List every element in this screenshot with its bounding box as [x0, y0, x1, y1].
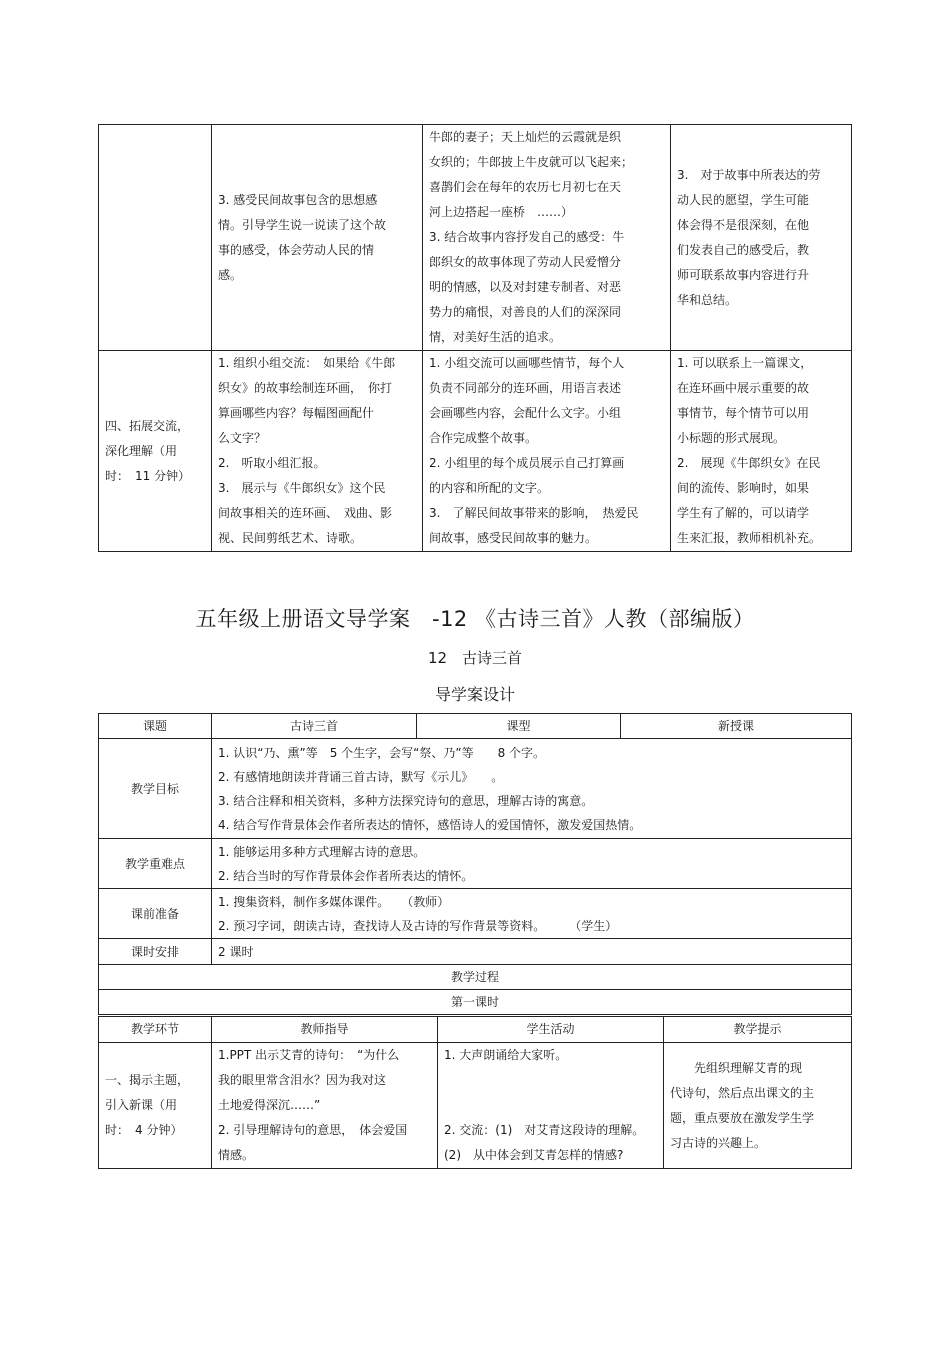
preparation-label-cell: 课前准备 — [99, 889, 212, 939]
schedule-value-cell: 2 课时 — [212, 939, 852, 965]
text-line: 小标题的形式展现。 — [677, 431, 786, 445]
text-line: 情感。 — [218, 1148, 255, 1162]
text-line: 郎织女的故事体现了劳动人民爱憎分 — [429, 255, 622, 269]
text-line: 视、民间剪纸艺术、诗歌。 — [218, 531, 363, 545]
text-line: 们发表自己的感受后，教 — [677, 242, 810, 257]
text-line: 合作完成整个故事。 — [429, 431, 538, 445]
teaching-tip-cell — [671, 351, 852, 552]
text-line: 时： 4 分钟） — [105, 1123, 183, 1137]
text-line: 1. 认识“乃、熏”等 5 个生字，会写“祭、乃”等 8 个字。 — [218, 745, 546, 760]
text-line: 2. 听取小组汇报。 — [218, 456, 326, 470]
lesson-subtitle: 12 古诗三首 — [427, 649, 523, 667]
text-line: 1. 搜集资料，制作多媒体课件。 （教师） — [218, 894, 450, 909]
text-line: 学生有了解的，可以请学 — [677, 506, 810, 520]
text-line: 会画哪些内容，会配什么文字。小组 — [429, 406, 622, 420]
text-line: 我的眼里常含泪水？因为我对这 — [218, 1073, 387, 1087]
text-line: 代诗句，然后点出课文的主 — [670, 1085, 815, 1100]
text-line: 负责不同部分的连环画，用语言表述 — [429, 381, 622, 395]
text-line: 1. 小组交流可以画哪些情节，每个人 — [429, 356, 625, 370]
lesson-plan-table — [98, 713, 852, 1015]
text-line: 么文字？ — [218, 431, 267, 445]
table-row — [99, 889, 852, 939]
topic-value-cell: 古诗三首 — [212, 714, 417, 739]
text-line: 3. 了解民间故事带来的影响， 热爱民 — [429, 506, 639, 520]
text-line: 四、拓展交流， — [105, 418, 190, 433]
text-line: 间的流传、影响时，如果 — [677, 481, 810, 495]
text-line: 生来汇报，教师相机补充。 — [677, 531, 822, 545]
column-header: 教学环节 — [99, 1017, 212, 1043]
goals-label-cell: 教学目标 — [99, 739, 212, 839]
text-line: 女织的；牛郎披上牛皮就可以飞起来； — [429, 155, 634, 169]
text-line: 1. 组织小组交流： 如果给《牛郎 — [218, 356, 396, 370]
text-line: 牛郎的妻子；天上灿烂的云霞就是织 — [429, 130, 622, 144]
text-line: 一、揭示主题， — [105, 1073, 190, 1087]
student-activity-cell — [438, 1043, 664, 1169]
goals-cell — [212, 739, 852, 839]
text-line: 在连环画中展示重要的故 — [677, 381, 810, 395]
type-value-cell: 新授课 — [621, 714, 852, 739]
period-heading-cell: 第一课时 — [99, 990, 852, 1015]
text-line: 3. 结合故事内容抒发自己的感受：牛 — [429, 230, 625, 244]
table-row — [99, 939, 852, 965]
table-row — [99, 839, 852, 889]
stage-cell — [99, 351, 212, 552]
text-line: 1.PPT 出示艾青的诗句： “为什么 — [218, 1048, 400, 1062]
text-line: 河上边搭起一座桥 ……） — [429, 205, 574, 219]
type-header-cell: 课型 — [417, 714, 621, 739]
schedule-label-cell: 课时安排 — [99, 939, 212, 965]
text-line: 3. 对于故事中所表达的劳 — [677, 167, 821, 182]
text-line: 明的情感，以及对封建专制者、对恶 — [429, 280, 622, 294]
text-line: 事情节，每个情节可以用 — [677, 406, 810, 420]
text-line: 3. 结合注释和相关资料，多种方法探究诗句的意思，理解古诗的寓意。 — [218, 793, 594, 808]
table-row — [99, 990, 852, 1015]
table-row — [99, 351, 852, 552]
text-line: 土地爱得深沉……” — [218, 1098, 321, 1112]
text-line: 习古诗的兴趣上。 — [670, 1135, 767, 1150]
preparation-cell — [212, 889, 852, 939]
teaching-process-table — [98, 1016, 852, 1169]
teacher-guidance-cell — [212, 351, 423, 552]
column-header: 教师指导 — [212, 1017, 438, 1043]
text-line: 1. 可以联系上一篇课文， — [677, 356, 813, 370]
process-heading-cell: 教学过程 — [99, 965, 852, 990]
text-line: 2. 展现《牛郎织女》在民 — [677, 456, 821, 470]
text-line: 1. 大声朗诵给大家听。 — [444, 1048, 568, 1062]
text-line: 时： 11 分钟） — [105, 468, 191, 483]
text-line: 势力的痛恨，对善良的人们的深深同 — [429, 305, 622, 319]
table-row — [99, 1017, 852, 1043]
text-line: 间故事，感受民间故事的魅力。 — [429, 531, 598, 545]
text-line: 算画哪些内容？每幅图画配什 — [218, 406, 375, 420]
table-row — [99, 965, 852, 990]
teacher-guidance-cell — [212, 125, 423, 351]
key-points-label-cell: 教学重难点 — [99, 839, 212, 889]
text-line: 情，对美好生活的追求。 — [429, 330, 562, 344]
topic-header-cell: 课题 — [99, 714, 212, 739]
stage-cell — [99, 1043, 212, 1169]
text-line: 的内容和所配的文字。 — [429, 481, 550, 495]
teaching-tip-cell — [671, 125, 852, 351]
text-line: 深化理解（用 — [105, 443, 178, 458]
text-line: 喜鹊们会在每年的农历七月初七在天 — [429, 180, 622, 194]
text-line: 事的感受，体会劳动人民的情 — [218, 242, 375, 257]
text-line: 2. 结合当时的写作背景体会作者所表达的情怀。 — [218, 868, 474, 883]
student-activity-cell — [423, 351, 671, 552]
table-row — [99, 739, 852, 839]
teaching-tip-cell — [664, 1043, 852, 1169]
stage-cell — [99, 125, 212, 351]
column-header: 学生活动 — [438, 1017, 664, 1043]
text-line: 织女》的故事绘制连环画， 你打 — [218, 381, 393, 395]
table-row — [99, 714, 852, 739]
text-line: 题，重点要放在激发学生学 — [670, 1110, 815, 1125]
text-line: (2) 从中体会到艾青怎样的情感? — [444, 1148, 624, 1162]
text-line: 情。引导学生说一说读了这个故 — [218, 217, 387, 232]
text-line: 3. 感受民间故事包含的思想感 — [218, 192, 378, 207]
text-line: 引入新课（用 — [105, 1098, 178, 1112]
text-line: 1. 能够运用多种方式理解古诗的意思。 — [218, 844, 426, 859]
table-row — [99, 125, 852, 351]
teacher-guidance-cell — [212, 1043, 438, 1169]
section-heading: 导学案设计 — [434, 685, 515, 704]
text-line: 2. 交流：(1) 对艾青这段诗的理解。 — [444, 1123, 645, 1137]
text-line: 体会得不是很深刻，在他 — [677, 217, 810, 232]
key-points-cell — [212, 839, 852, 889]
student-activity-cell — [423, 125, 671, 351]
text-line: 2. 小组里的每个成员展示自己打算画 — [429, 456, 625, 470]
text-line: 3. 展示与《牛郎织女》这个民 — [218, 481, 386, 495]
text-line: 华和总结。 — [677, 292, 738, 307]
text-line: 师可联系故事内容进行升 — [677, 267, 810, 282]
text-line: 动人民的愿望，学生可能 — [677, 192, 810, 207]
text-line: 2. 预习字词，朗读古诗，查找诗人及古诗的写作背景等资料。 （学生） — [218, 918, 618, 933]
text-line: 2. 引导理解诗句的意思， 体会爱国 — [218, 1123, 408, 1137]
text-line: 先组织理解艾青的现 — [694, 1060, 803, 1075]
text-line: 2. 有感情地朗读并背诵三首古诗，默写《示儿》 。 — [218, 769, 504, 784]
text-line: 间故事相关的连环画、 戏曲、影 — [218, 506, 393, 520]
table-row — [99, 1043, 852, 1169]
text-line: 感。 — [218, 267, 243, 282]
lesson-continuation-table — [98, 124, 852, 552]
text-line: 4. 结合写作背景体会作者所表达的情怀，感悟诗人的爱国情怀，激发爱国热情。 — [218, 817, 642, 832]
document-title: 五年级上册语文导学案 -12 《古诗三首》人教（部编版） — [195, 607, 755, 631]
column-header: 教学提示 — [664, 1017, 852, 1043]
